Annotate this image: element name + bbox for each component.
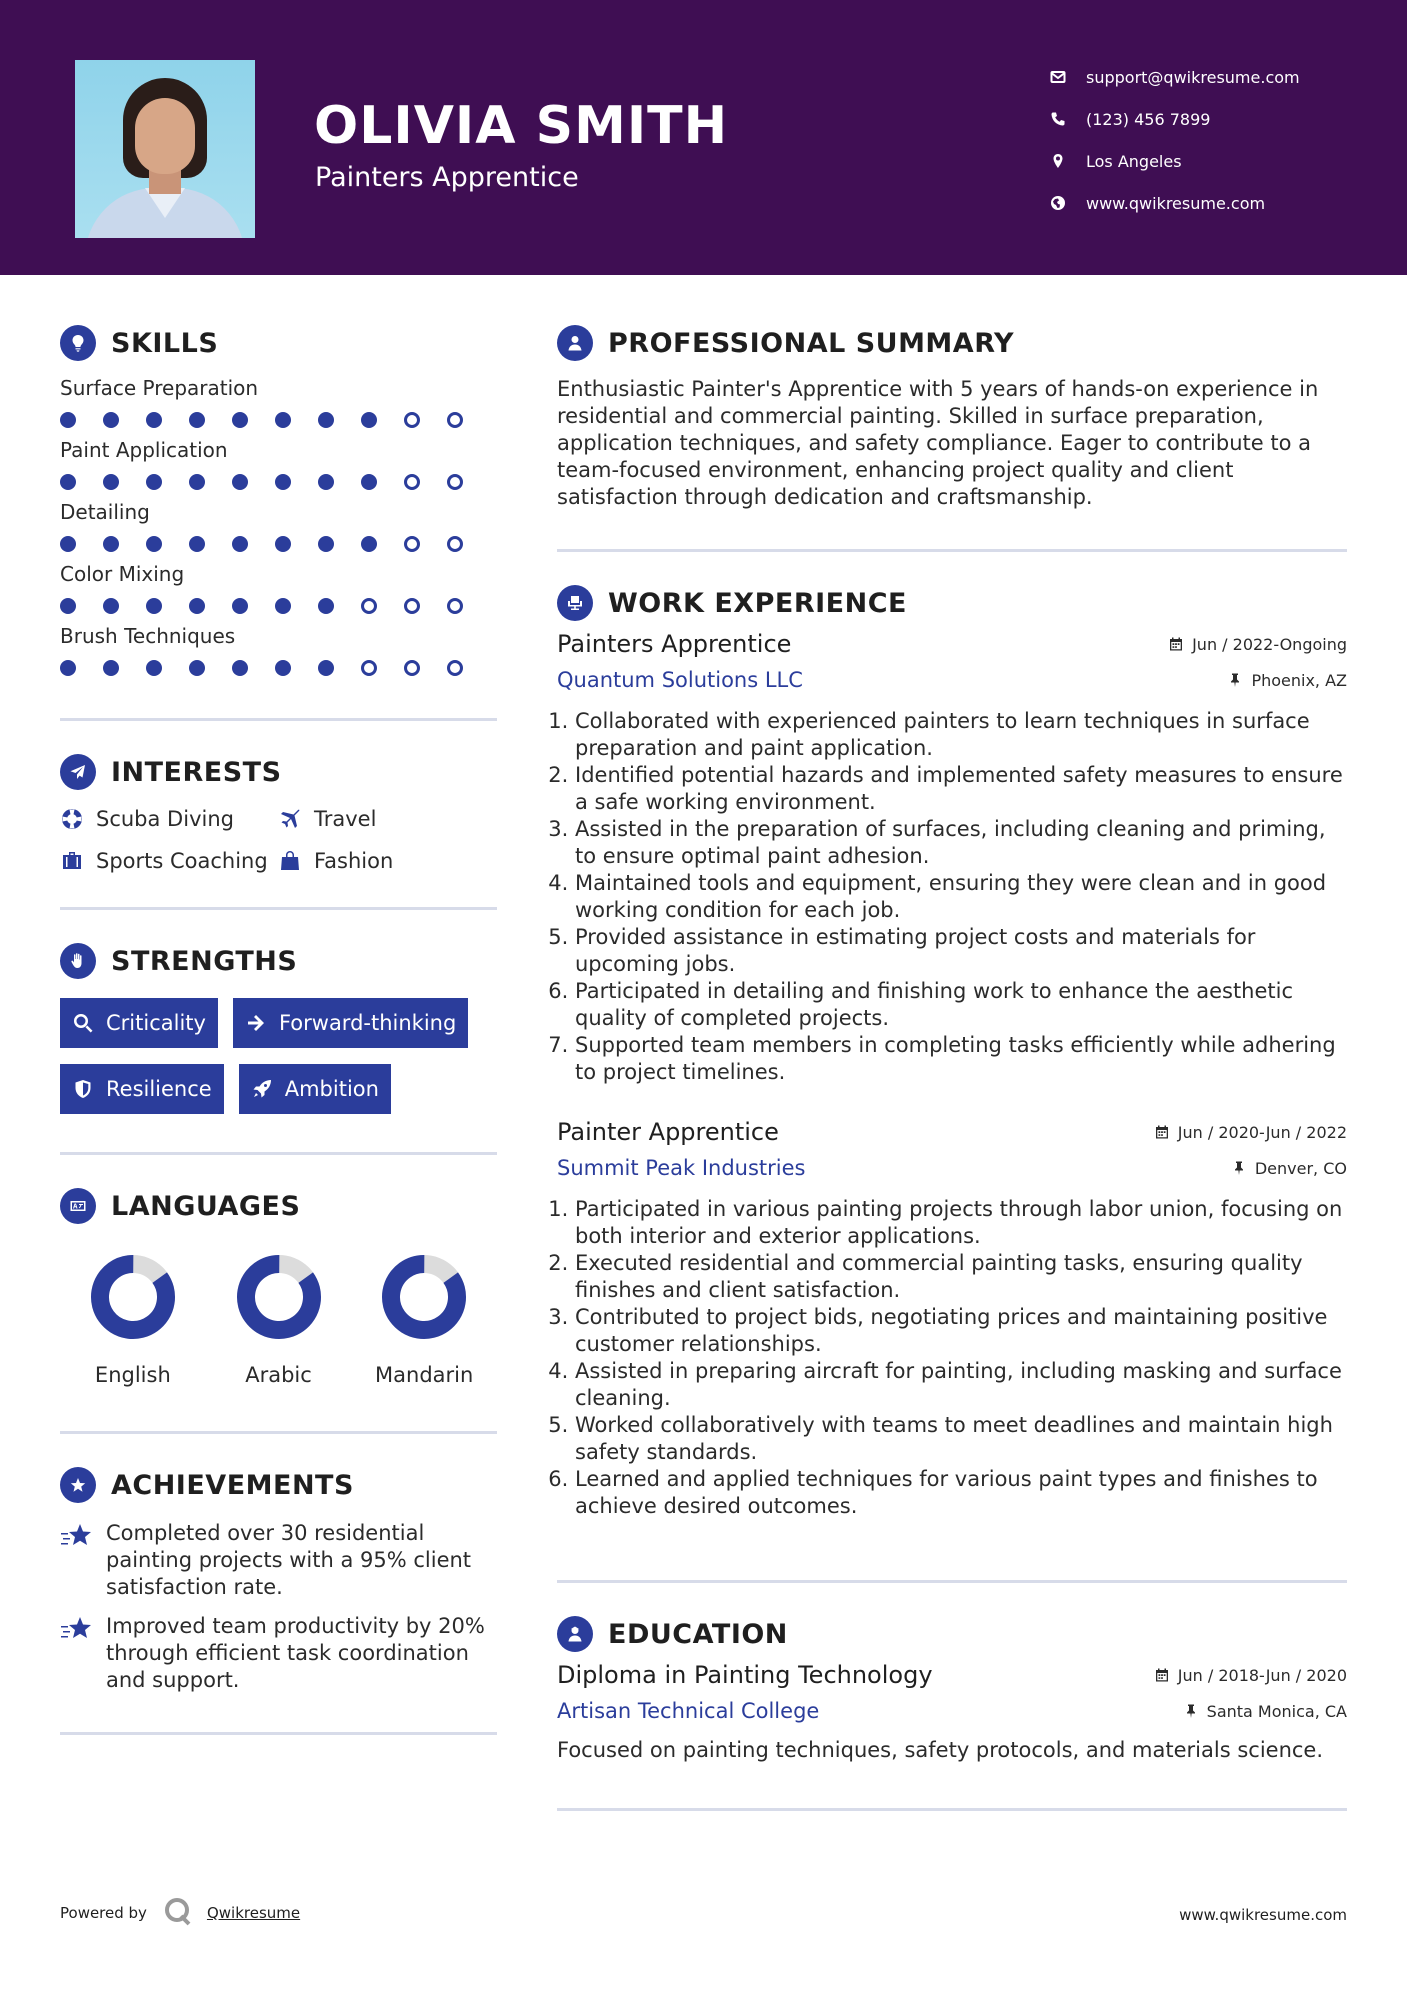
- rating-dot-filled: [232, 474, 248, 490]
- rating-dot-empty: [447, 474, 463, 490]
- rating-dot-filled: [232, 660, 248, 676]
- skill-rating: [60, 536, 497, 552]
- strengths-title: STRENGTHS: [111, 945, 298, 977]
- rocket-icon: [251, 1078, 273, 1100]
- strength-label: Ambition: [284, 1077, 379, 1101]
- plane-icon: [278, 807, 302, 831]
- pushpin-icon: [1227, 672, 1243, 688]
- language-item: [206, 1249, 352, 1387]
- duty-item: 3. Assisted in the preparation of surfaces, including cleaning and priming, to ensure optimal paint adhesion.: [575, 816, 1347, 870]
- user-icon: [557, 325, 593, 361]
- shooting-star-icon: [60, 1522, 94, 1550]
- job-title: Painter Apprentice: [557, 1118, 779, 1146]
- interest-item: [278, 807, 478, 831]
- interest-label: Travel: [314, 807, 377, 831]
- contact-email[interactable]: [1050, 56, 1300, 98]
- hand-icon: [60, 943, 96, 979]
- language-donut: [231, 1249, 327, 1345]
- rating-dot-filled: [232, 536, 248, 552]
- duty-item: 5. Provided assistance in estimating project costs and materials for upcoming jobs.: [575, 924, 1347, 978]
- strengths-list: [60, 998, 497, 1114]
- skill-rating: [60, 412, 497, 428]
- education-date-text: Jun / 2018-Jun / 2020: [1177, 1665, 1347, 1685]
- contact-phone[interactable]: [1050, 98, 1300, 140]
- company-name: Summit Peak Industries: [557, 1156, 806, 1180]
- rating-dot-filled: [60, 412, 76, 428]
- rating-dot-empty: [447, 536, 463, 552]
- strength-label: Criticality: [106, 1011, 206, 1035]
- footer-powered-by: [60, 1896, 300, 1930]
- company-name: Quantum Solutions LLC: [557, 668, 803, 692]
- contact-location: [1050, 140, 1300, 182]
- strength-tag: [60, 998, 218, 1048]
- rating-dot-filled: [232, 412, 248, 428]
- rating-dot-filled: [361, 412, 377, 428]
- office-chair-icon: [557, 585, 593, 621]
- duty-item: 2. Executed residential and commercial painting tasks, ensuring quality finishes and client satisfaction.: [575, 1250, 1347, 1304]
- candidate-title: Painters Apprentice: [315, 162, 579, 193]
- job-date-text: Jun / 2022-Ongoing: [1192, 634, 1347, 654]
- interests-section: [60, 749, 497, 873]
- job-date-text: Jun / 2020-Jun / 2022: [1177, 1122, 1347, 1142]
- rating-dot-empty: [447, 412, 463, 428]
- skill-name: Color Mixing: [60, 562, 185, 586]
- graduate-icon: [557, 1616, 593, 1652]
- rating-dot-filled: [146, 598, 162, 614]
- interests-list: [60, 807, 497, 873]
- rating-dot-filled: [189, 598, 205, 614]
- globe-icon: [1050, 195, 1086, 211]
- section-divider: [60, 1431, 497, 1434]
- strength-tag: [239, 1064, 391, 1114]
- job-location-text: Denver, CO: [1254, 1158, 1347, 1178]
- education-description: Focused on painting techniques, safety protocols, and materials science.: [557, 1738, 1324, 1762]
- rating-dot-filled: [60, 536, 76, 552]
- rating-dot-filled: [275, 660, 291, 676]
- calendar-icon: [1154, 1124, 1170, 1140]
- language-icon: [60, 1188, 96, 1224]
- interest-item: [278, 849, 478, 873]
- interest-item: [60, 849, 278, 873]
- rating-dot-filled: [103, 474, 119, 490]
- rating-dot-filled: [103, 598, 119, 614]
- language-name: English: [94, 1363, 171, 1387]
- rating-dot-empty: [361, 598, 377, 614]
- rating-dot-empty: [404, 660, 420, 676]
- achievement-text: Improved team productivity by 20% through efficient task coordination and support.: [106, 1614, 485, 1692]
- rating-dot-empty: [404, 412, 420, 428]
- shopping-bag-icon: [278, 849, 302, 873]
- languages-list: [60, 1249, 497, 1387]
- duty-list: [557, 1196, 1347, 1520]
- section-divider: [557, 1808, 1347, 1811]
- rating-dot-filled: [318, 598, 334, 614]
- calendar-icon: [1168, 636, 1184, 652]
- language-donut: [376, 1249, 472, 1345]
- duty-item: 2. Identified potential hazards and implemented safety measures to ensure a safe working environment.: [575, 762, 1347, 816]
- skill-name: Surface Preparation: [60, 376, 259, 400]
- strengths-section: [60, 938, 497, 1114]
- rating-dot-filled: [189, 412, 205, 428]
- arrow-right-icon: [245, 1012, 267, 1034]
- lightbulb-icon: [60, 325, 96, 361]
- summary-title: PROFESSIONAL SUMMARY: [608, 327, 1015, 359]
- rating-dot-empty: [404, 598, 420, 614]
- section-divider: [60, 1732, 497, 1735]
- briefcase-icon: [60, 849, 84, 873]
- strength-label: Forward-thinking: [278, 1011, 457, 1035]
- section-divider: [60, 718, 497, 721]
- rating-dot-filled: [146, 412, 162, 428]
- job-entry: [557, 630, 1347, 1086]
- achievements-section: [60, 1462, 497, 1694]
- star-badge-icon: [60, 1467, 96, 1503]
- candidate-name: OLIVIA SMITH: [314, 96, 729, 156]
- contact-list: [1050, 56, 1300, 224]
- language-donut: [85, 1249, 181, 1345]
- language-item: [351, 1249, 497, 1387]
- rating-dot-filled: [60, 474, 76, 490]
- duty-item: 6. Learned and applied techniques for various paint types and finishes to achieve desired outcomes.: [575, 1466, 1347, 1520]
- contact-website[interactable]: [1050, 182, 1300, 224]
- section-divider: [557, 1580, 1347, 1583]
- job-title: Painters Apprentice: [557, 630, 792, 658]
- pushpin-icon: [1231, 1160, 1247, 1176]
- rating-dot-empty: [361, 660, 377, 676]
- language-item: [60, 1249, 206, 1387]
- rating-dot-filled: [318, 536, 334, 552]
- education-location-text: Santa Monica, CA: [1206, 1701, 1347, 1721]
- language-name: Arabic: [245, 1363, 312, 1387]
- rating-dot-empty: [447, 660, 463, 676]
- calendar-icon: [1154, 1667, 1170, 1683]
- duty-item: 1. Collaborated with experienced painters to learn techniques in surface preparation and paint application.: [575, 708, 1347, 762]
- rating-dot-filled: [60, 598, 76, 614]
- achievements-title: ACHIEVEMENTS: [111, 1469, 354, 1501]
- skill-name: Detailing: [60, 500, 150, 524]
- map-pin-icon: [1050, 153, 1086, 169]
- shield-icon: [72, 1078, 94, 1100]
- envelope-icon: [1050, 69, 1086, 85]
- summary-section: [557, 320, 1347, 511]
- job-date: [1154, 1123, 1347, 1142]
- right-column: [557, 320, 1347, 1811]
- contact-email-text: support@qwikresume.com: [1086, 67, 1300, 87]
- search-icon: [72, 1012, 94, 1034]
- rating-dot-filled: [318, 660, 334, 676]
- rating-dot-filled: [103, 660, 119, 676]
- skill-rating: [60, 660, 497, 676]
- section-divider: [60, 1152, 497, 1155]
- powered-by-text: Powered by: [60, 1904, 147, 1922]
- skill-name: Paint Application: [60, 438, 228, 462]
- strength-label: Resilience: [106, 1077, 212, 1101]
- rating-dot-empty: [404, 474, 420, 490]
- skill-rating: [60, 474, 497, 490]
- education-section: [557, 1611, 1347, 1764]
- rating-dot-filled: [361, 536, 377, 552]
- skills-section: [60, 320, 497, 676]
- rating-dot-filled: [275, 412, 291, 428]
- rating-dot-filled: [103, 536, 119, 552]
- rating-dot-filled: [60, 660, 76, 676]
- achievement-item: [60, 1613, 497, 1694]
- duty-item: 4. Maintained tools and equipment, ensuring they were clean and in good working condition for each job.: [575, 870, 1347, 924]
- skills-list: [60, 376, 497, 676]
- rating-dot-filled: [318, 412, 334, 428]
- strength-tag: [233, 998, 468, 1048]
- achievement-item: [60, 1520, 497, 1601]
- duty-item: 6. Participated in detailing and finishing work to enhance the aesthetic quality of completed projects.: [575, 978, 1347, 1032]
- contact-phone-text: (123) 456 7899: [1086, 109, 1211, 129]
- rating-dot-filled: [361, 474, 377, 490]
- job-location-text: Phoenix, AZ: [1251, 670, 1347, 690]
- section-divider: [557, 549, 1347, 552]
- shooting-star-icon: [60, 1615, 94, 1643]
- skill-rating: [60, 598, 497, 614]
- rating-dot-empty: [447, 598, 463, 614]
- resume-header: [0, 0, 1407, 275]
- job-entry: [557, 1118, 1347, 1520]
- rating-dot-filled: [275, 536, 291, 552]
- interest-item: [60, 807, 278, 831]
- contact-location-text: Los Angeles: [1086, 151, 1182, 171]
- skills-title: SKILLS: [111, 327, 219, 359]
- interest-label: Sports Coaching: [96, 849, 268, 873]
- experience-title: WORK EXPERIENCE: [608, 587, 907, 619]
- rating-dot-filled: [146, 536, 162, 552]
- rating-dot-filled: [103, 412, 119, 428]
- languages-title: LANGUAGES: [111, 1190, 301, 1222]
- job-date: [1168, 635, 1347, 654]
- phone-icon: [1050, 111, 1086, 127]
- summary-text: Enthusiastic Painter's Apprentice with 5 years of hands-on experience in residential and commercial painting. Skilled in surface preparation, application techniques, and safety compliance. Eager to contribute to a team-focused environment, enhancing project quality and client satisfaction through dedication and craftsmanship.: [557, 377, 1319, 509]
- rating-dot-filled: [146, 474, 162, 490]
- duty-item: 5. Worked collaboratively with teams to meet deadlines and maintain high safety standards.: [575, 1412, 1347, 1466]
- rating-dot-filled: [275, 474, 291, 490]
- languages-section: [60, 1183, 497, 1387]
- school-name: Artisan Technical College: [557, 1699, 820, 1723]
- rating-dot-filled: [189, 474, 205, 490]
- rating-dot-filled: [275, 598, 291, 614]
- education-date: [1154, 1666, 1347, 1685]
- education-title: EDUCATION: [608, 1618, 788, 1650]
- interest-label: Fashion: [314, 849, 394, 873]
- job-location: [1227, 671, 1347, 690]
- achievement-text: Completed over 30 residential painting projects with a 95% client satisfaction rate.: [106, 1521, 472, 1599]
- duty-item: 7. Supported team members in completing tasks efficiently while adhering to project timelines.: [575, 1032, 1347, 1086]
- rating-dot-filled: [189, 660, 205, 676]
- left-column: [60, 320, 497, 1735]
- lifebuoy-icon: [60, 807, 84, 831]
- rating-dot-filled: [189, 536, 205, 552]
- strength-tag: [60, 1064, 224, 1114]
- rating-dot-filled: [146, 660, 162, 676]
- qwikresume-link[interactable]: Qwikresume: [206, 1904, 301, 1922]
- duty-item: 3. Contributed to project bids, negotiating prices and maintaining positive customer relationships.: [575, 1304, 1347, 1358]
- degree-title: Diploma in Painting Technology: [557, 1661, 933, 1689]
- duty-list: [557, 708, 1347, 1086]
- rating-dot-empty: [404, 536, 420, 552]
- interests-title: INTERESTS: [111, 756, 282, 788]
- footer-website-link[interactable]: www.qwikresume.com: [1179, 1906, 1347, 1924]
- interest-label: Scuba Diving: [96, 807, 234, 831]
- contact-website-text: www.qwikresume.com: [1086, 193, 1266, 213]
- duty-item: 1. Participated in various painting projects through labor union, focusing on both interior and exterior applications.: [575, 1196, 1347, 1250]
- section-divider: [60, 907, 497, 910]
- paper-plane-icon: [60, 754, 96, 790]
- education-location: [1183, 1702, 1347, 1721]
- experience-section: [557, 580, 1347, 1520]
- skill-name: Brush Techniques: [60, 624, 236, 648]
- rating-dot-filled: [232, 598, 248, 614]
- qwikresume-logo-icon: [163, 1896, 193, 1930]
- rating-dot-filled: [318, 474, 334, 490]
- language-name: Mandarin: [375, 1363, 474, 1387]
- profile-photo: [75, 60, 255, 238]
- duty-item: 4. Assisted in preparing aircraft for painting, including masking and surface cleaning.: [575, 1358, 1347, 1412]
- pushpin-icon: [1183, 1703, 1199, 1719]
- job-location: [1231, 1159, 1347, 1178]
